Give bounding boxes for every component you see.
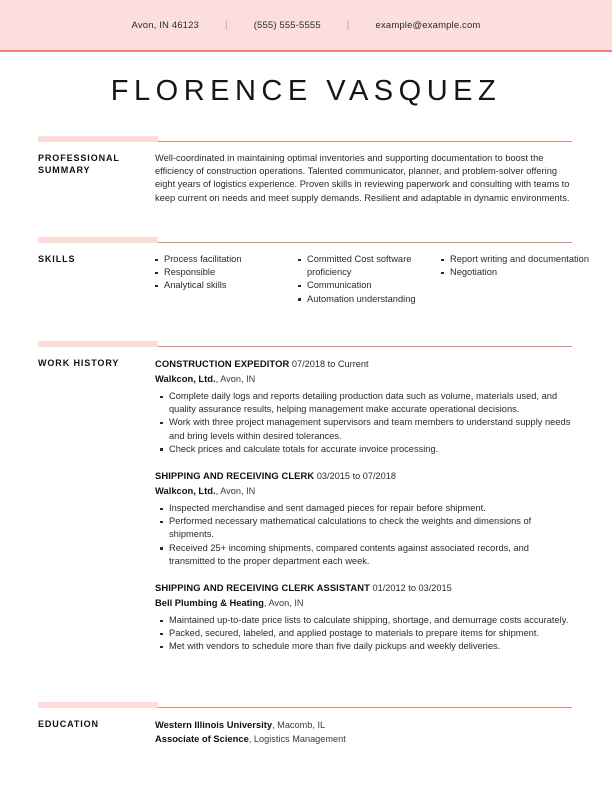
job-company-line	[155, 372, 572, 386]
job-dates: 03/2015 to 07/2018	[316, 471, 397, 482]
job-location: , Avon, IN	[263, 598, 304, 609]
job-location: , Avon, IN	[215, 486, 256, 497]
job-bullet-list	[155, 614, 572, 654]
list-item: Inspected merchandise and sent damaged pieces for repair before shipment.	[160, 502, 572, 515]
education-school-location: , Macomb, IL	[272, 720, 326, 730]
contact-info	[132, 20, 481, 31]
education-entry	[155, 718, 572, 732]
skills-column-2	[298, 253, 441, 306]
section-divider-work-history	[38, 341, 572, 348]
job-title-line	[155, 469, 572, 483]
section-divider-skills	[38, 237, 572, 244]
skills-list-3	[441, 253, 589, 279]
contact-address: Avon, IN 46123	[131, 19, 199, 31]
job-location: , Avon, IN	[215, 374, 256, 384]
job-title: CONSTRUCTION EXPEDITOR	[155, 358, 290, 369]
list-item: Report writing and documentation	[441, 253, 589, 266]
section-skills	[38, 237, 590, 306]
work-history-entry	[155, 469, 572, 568]
skills-column-3	[441, 253, 589, 306]
section-label-professional-summary	[38, 152, 155, 205]
section-label-skills: SKILLS	[38, 254, 76, 264]
job-title-line	[155, 581, 572, 595]
contact-separator-2: |	[346, 19, 350, 31]
section-work-history	[38, 341, 572, 654]
divider-accent-block	[38, 702, 158, 708]
name-header	[0, 52, 612, 130]
section-divider-summary	[38, 136, 572, 143]
list-item: Committed Cost software proficiency	[298, 253, 441, 279]
education-school: Western Illinois University	[155, 719, 273, 730]
job-company-line	[155, 596, 572, 610]
contact-separator-1: |	[224, 19, 228, 31]
job-title-line	[155, 357, 572, 371]
section-label-education: EDUCATION	[38, 719, 99, 729]
list-item: Received 25+ incoming shipments, compared contents against associated records, and transmitted to the proper department each week.	[160, 542, 572, 568]
job-dates: 01/2012 to 03/2015	[372, 583, 452, 594]
work-history-entry	[155, 357, 572, 456]
divider-accent-block	[38, 136, 158, 142]
divider-accent-block	[38, 341, 158, 347]
job-company: Walkcon, Ltd.	[155, 373, 216, 384]
job-title: SHIPPING AND RECEIVING CLERK	[155, 470, 315, 482]
section-divider-education	[38, 702, 572, 709]
job-company-line	[155, 484, 572, 498]
list-item: Process facilitation	[155, 253, 298, 266]
list-item: Analytical skills	[155, 279, 298, 292]
skills-list-2	[298, 253, 441, 306]
job-company: Walkcon, Ltd.	[155, 485, 216, 497]
education-entry	[155, 732, 572, 746]
job-dates: 07/2018 to Current	[291, 359, 369, 369]
work-history-entry	[155, 581, 572, 654]
job-bullet-list	[155, 390, 572, 456]
education-degree: Associate of Science	[155, 733, 249, 745]
candidate-name: FLORENCE VASQUEZ	[110, 74, 502, 107]
contact-email: example@example.com	[375, 19, 481, 31]
professional-summary-text: Well-coordinated in maintaining optimal inventories and supporting documentation to boost the efficiency of construction operations. Talented communicator, planner, and problem-solver offering eight years of logistics experience. Proven skills in reviewing paperwork and consulting with teams to keep current on needs and meet supply demands. Resilient and adaptable in dynamic environments.	[155, 153, 570, 203]
contact-phone: (555) 555-5555	[253, 19, 321, 31]
list-item: Automation understanding	[298, 293, 441, 306]
job-title: SHIPPING AND RECEIVING CLERK ASSISTANT	[155, 582, 370, 594]
divider-accent-block	[38, 237, 158, 243]
list-item: Responsible	[155, 266, 298, 279]
list-item: Work with three project management supervisors and team members to understand supply needs and bring levels within desired tolerances.	[160, 416, 572, 442]
list-item: Performed necessary mathematical calculations to check the weights and dimensions of shipments.	[160, 515, 572, 541]
list-item: Maintained up-to-date price lists to calculate shipping, shortage, and demurrage costs accurately.	[160, 614, 572, 627]
list-item: Packed, secured, labeled, and applied postage to materials to prepare items for shipment.	[160, 627, 572, 640]
skills-list-1	[155, 253, 298, 293]
section-label-line-1: PROFESSIONAL	[38, 153, 120, 163]
list-item: Complete daily logs and reports detailing production data such as volume, materials used, and quality assurance results, helping management make accurate operational decisions.	[160, 390, 572, 416]
skills-columns	[155, 253, 590, 306]
job-bullet-list	[155, 502, 572, 568]
section-label-work-history: WORK HISTORY	[38, 358, 120, 368]
section-education	[38, 702, 572, 747]
job-company: Bell Plumbing & Heating	[155, 597, 264, 609]
list-item: Negotiation	[441, 266, 589, 279]
list-item: Check prices and calculate totals for accurate invoice processing.	[160, 443, 572, 456]
section-professional-summary	[38, 136, 572, 205]
skills-column-1	[155, 253, 298, 306]
section-label-line-2: SUMMARY	[38, 165, 91, 175]
education-degree-field: , Logistics Management	[248, 734, 346, 745]
list-item: Communication	[298, 279, 441, 292]
contact-header-band	[0, 0, 612, 52]
list-item: Met with vendors to schedule more than five daily pickups and weekly deliveries.	[160, 640, 572, 653]
